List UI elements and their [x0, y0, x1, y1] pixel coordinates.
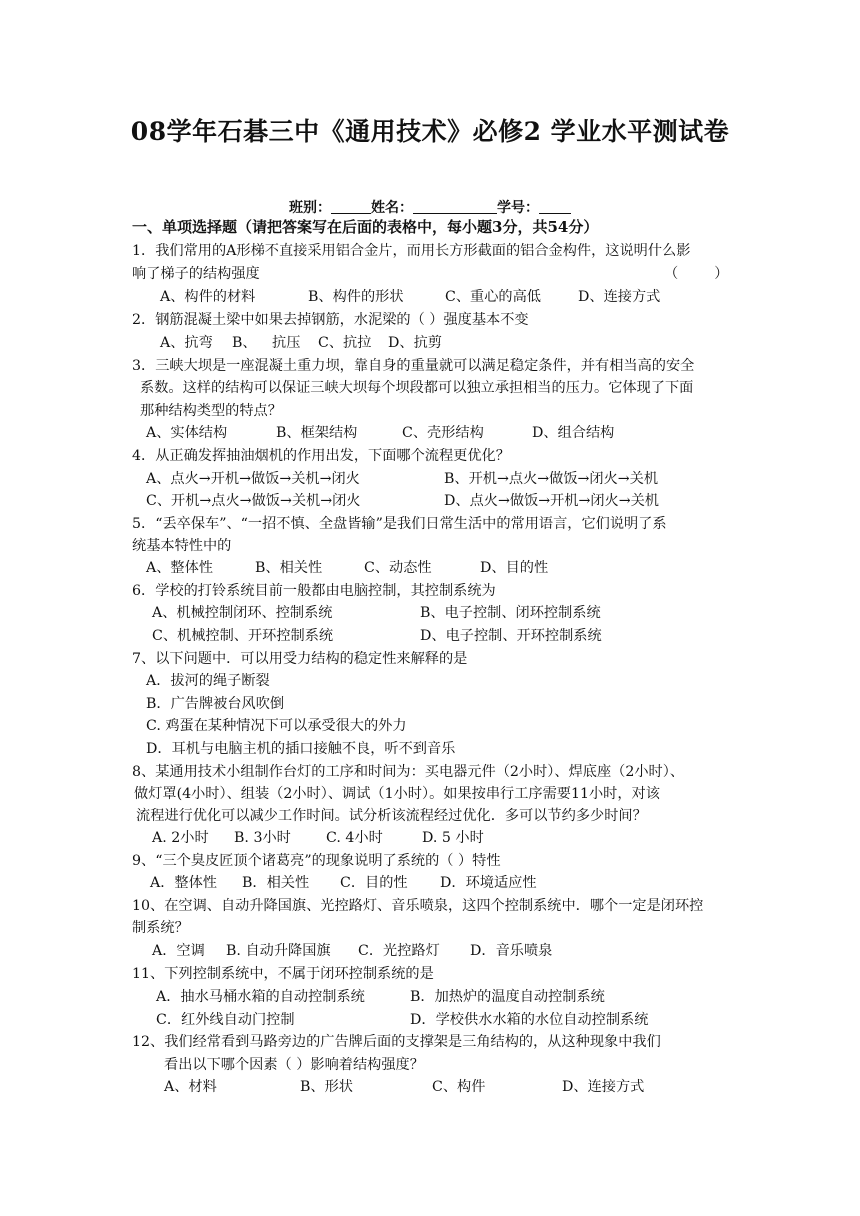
question-5-line-1: 5．“丢卒保车”、“一招不慎、全盘皆输”是我们日常生活中的常用语言，它们说明了系: [132, 516, 667, 532]
option-b: B．相关性: [242, 875, 310, 891]
option-c: C．红外线自动门控制: [156, 1012, 295, 1028]
question-1-line-1: 1．我们常用的A形梯不直接采用铝合金片，而用长方形截面的铝合金构件，这说明什么影: [132, 243, 691, 259]
question-1-line-2: 响了梯子的结构强度: [132, 266, 260, 282]
student-info-line: [0, 197, 860, 217]
page-title: 08学年石碁三中《通用技术》必修2 学业水平测试卷: [130, 117, 730, 146]
option-b: B．加热炉的温度自动控制系统: [410, 989, 605, 1005]
option-d: D．环境适应性: [440, 875, 537, 891]
option-a: A、整体性: [146, 560, 213, 576]
option-d: D．音乐喷泉: [470, 943, 553, 959]
question-5-line-2: 统基本特性中的: [132, 538, 232, 554]
option-a: A．抽水马桶水箱的自动控制系统: [156, 989, 365, 1005]
section-heading: 一、单项选择题（请把答案写在后面的表格中，每小题3分，共54分）: [132, 218, 599, 236]
question-8-line-1: 8、某通用技术小组制作台灯的工序和时间为：买电器元件（2小时）、焊底座（2小时）、: [132, 764, 685, 780]
question-10-line-1: 10、在空调、自动升降国旗、光控路灯、音乐喷泉，这四个控制系统中．哪个一定是闭环控: [132, 898, 704, 914]
id-label: 学号：: [497, 200, 539, 216]
option-c: C、重心的高低: [445, 289, 541, 305]
option-c: C、机械控制、开环控制系统: [152, 628, 334, 644]
option-c: C．目的性: [340, 875, 408, 891]
option-b: B、框架结构: [276, 425, 358, 441]
option-a: A、材料: [164, 1079, 217, 1095]
option-b-text: 抗压: [272, 335, 301, 351]
option-b: B、: [232, 335, 257, 351]
option-b: B、构件的形状: [308, 289, 404, 305]
option-b: B．广告牌被台风吹倒: [146, 696, 285, 712]
question-8-line-3: 流程进行优化可以减少工作时间。试分析该流程经过优化．多可以节约多少时间？: [136, 808, 647, 824]
question-3-line-3: 那种结构类型的特点？: [140, 403, 282, 419]
question-9-line-1: 9、“三个臭皮匠顶个诸葛亮”的现象说明了系统的（ ）特性: [132, 853, 501, 869]
option-c: C、动态性: [364, 560, 432, 576]
option-d: D、点火→做饭→开机→闭火→关机: [444, 493, 659, 509]
option-d: D、目的性: [480, 560, 549, 576]
option-b: B、形状: [300, 1079, 353, 1095]
option-a: A．空调: [152, 943, 205, 959]
option-a: A．拔河的绳子断裂: [146, 673, 270, 689]
option-c: C. 鸡蛋在某种情况下可以承受很大的外力: [146, 718, 407, 734]
option-c: C．光控路灯: [358, 943, 440, 959]
question-4-line-1: 4．从正确发挥抽油烟机的作用出发，下面哪个流程更优化？: [132, 448, 510, 464]
option-c: C、开机→点火→做饭→关机→闭火: [146, 493, 361, 509]
option-d: D．学校供水水箱的水位自动控制系统: [410, 1012, 649, 1028]
option-d: D. 5 小时: [422, 830, 484, 846]
question-2-line-1: 2．钢筋混凝土梁中如果去掉钢筋，水泥梁的（ ）强度基本不变: [132, 312, 529, 328]
option-d: D．耳机与电脑主机的插口接触不良，听不到音乐: [146, 741, 456, 757]
question-11-line-1: 11、下列控制系统中，不属于闭环控制系统的是: [132, 966, 434, 982]
question-3-line-2: 系数。这样的结构可以保证三峡大坝每个坝段都可以独立承担相当的压力。它体现了下面: [140, 380, 694, 396]
option-a: A、抗弯: [160, 335, 213, 351]
question-8-line-2: 做灯罩(4小时）、组装（2小时）、调试（1小时）。如果按串行工序需要11小时，对该: [134, 786, 660, 802]
option-d: D、连接方式: [578, 289, 661, 305]
option-d: D、组合结构: [532, 425, 615, 441]
option-a: A、构件的材料: [160, 289, 256, 305]
option-d: D、抗剪: [388, 335, 442, 351]
id-blank[interactable]: [539, 199, 571, 214]
option-c: C、抗拉: [318, 335, 372, 351]
option-c: C、壳形结构: [402, 425, 484, 441]
option-c: C、构件: [432, 1079, 486, 1095]
option-b: B、相关性: [255, 560, 323, 576]
option-a: A. 2小时: [152, 830, 209, 846]
option-c: C. 4小时: [326, 830, 383, 846]
question-10-line-2: 制系统？: [132, 920, 189, 936]
option-a: A、机械控制闭环、控制系统: [152, 605, 333, 621]
answer-paren: （ ）: [664, 266, 729, 282]
question-7-line-1: 7、以下问题中．可以用受力结构的稳定性来解释的是: [132, 651, 468, 667]
name-blank[interactable]: [413, 199, 497, 214]
class-blank[interactable]: [331, 199, 371, 214]
option-b: B、开机→点火→做饭→闭火→关机: [444, 471, 659, 487]
question-12-line-2: 看出以下哪个因素（ ）影响着结构强度？: [164, 1057, 424, 1073]
option-d: D、电子控制、开环控制系统: [420, 628, 602, 644]
option-a: A、实体结构: [146, 425, 228, 441]
question-6-line-1: 6．学校的打铃系统目前一般都由电脑控制，其控制系统为: [132, 583, 496, 599]
class-label: 班别：: [289, 200, 331, 216]
option-b: B、电子控制、闭环控制系统: [420, 605, 601, 621]
name-label: 姓名：: [371, 200, 413, 216]
option-a: A．整体性: [150, 875, 217, 891]
question-12-line-1: 12、我们经常看到马路旁边的广告牌后面的支撑架是三角结构的，从这种现象中我们: [132, 1034, 661, 1050]
option-d: D、连接方式: [562, 1079, 645, 1095]
option-b: B. 3小时: [234, 830, 291, 846]
option-a: A、点火→开机→做饭→关机→闭火: [146, 471, 360, 487]
option-b: B. 自动升降国旗: [226, 943, 331, 959]
question-3-line-1: 3．三峡大坝是一座混凝土重力坝，靠自身的重量就可以满足稳定条件，并有相当高的安全: [132, 358, 695, 374]
